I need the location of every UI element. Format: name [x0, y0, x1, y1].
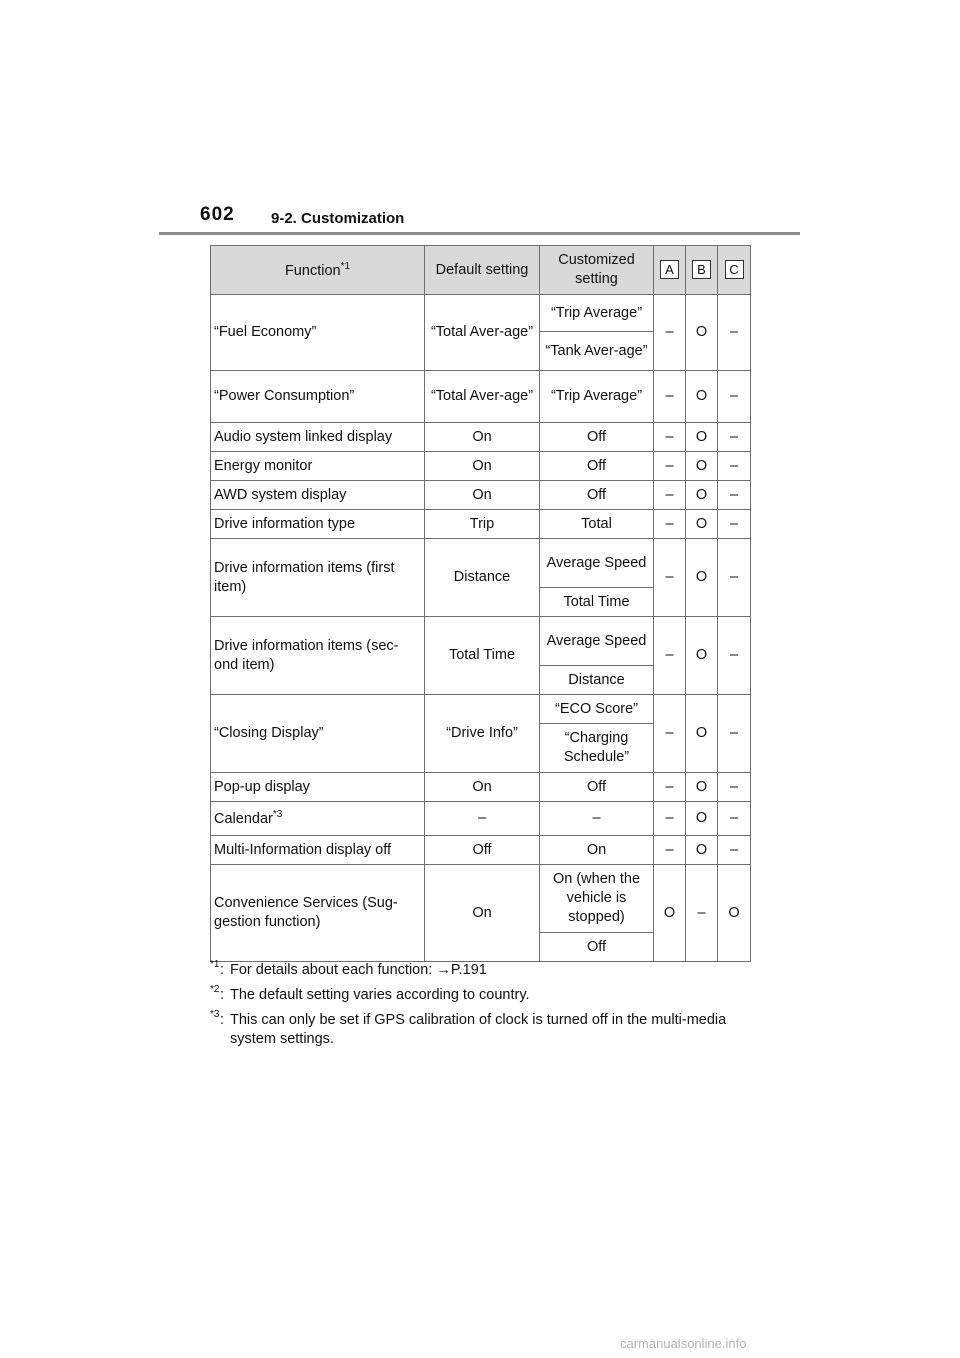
header-customized: Customized setting	[540, 246, 654, 295]
footnote-3: *3 : This can only be set if GPS calibration of clock is turned off in the multi-media system settings.	[210, 1008, 727, 1047]
header-function: Function$^{*1}$	[211, 246, 425, 295]
cell-default: On	[425, 423, 540, 452]
cell-b: O	[686, 802, 718, 836]
cell-customized: Off	[540, 773, 654, 802]
cell-a: –	[654, 295, 686, 371]
cell-c: –	[718, 539, 751, 617]
cell-c: –	[718, 423, 751, 452]
cell-c: –	[718, 773, 751, 802]
cell-customized: Off	[540, 423, 654, 452]
cell-b: O	[686, 695, 718, 773]
cell-a: –	[654, 836, 686, 865]
cell-a: –	[654, 452, 686, 481]
cell-b: O	[686, 295, 718, 371]
cell-a: –	[654, 510, 686, 539]
cell-default: –	[425, 802, 540, 836]
table-row	[211, 773, 751, 802]
cell-a: –	[654, 481, 686, 510]
cell-c: –	[718, 481, 751, 510]
cell-default: On	[425, 865, 540, 962]
cell-function: AWD system display	[211, 481, 425, 510]
settings-table	[210, 245, 751, 962]
cell-customized: –	[540, 802, 654, 836]
cell-customized: “Tank Aver-age”	[540, 332, 654, 371]
cell-b: O	[686, 539, 718, 617]
table-row	[211, 695, 751, 724]
table-row	[211, 481, 751, 510]
cell-c: –	[718, 452, 751, 481]
table-row	[211, 836, 751, 865]
cell-c: –	[718, 371, 751, 423]
header-a: A	[654, 246, 686, 295]
cell-function: Pop-up display	[211, 773, 425, 802]
table-row	[211, 510, 751, 539]
table-row	[211, 865, 751, 933]
cell-function: Audio system linked display	[211, 423, 425, 452]
cell-function: Convenience Services (Sug-gestion function)	[211, 865, 425, 962]
cell-c: –	[718, 510, 751, 539]
cell-function: “Power Consumption”	[211, 371, 425, 423]
cell-default: On	[425, 773, 540, 802]
cell-c: O	[718, 865, 751, 962]
cell-customized: Total Time	[540, 588, 654, 617]
cell-default: On	[425, 481, 540, 510]
table-row	[211, 617, 751, 666]
cell-function: Drive information items (first item)	[211, 539, 425, 617]
cell-customized: “ECO Score”	[540, 695, 654, 724]
cell-customized: Distance	[540, 666, 654, 695]
cell-customized: “Trip Average”	[540, 371, 654, 423]
cell-a: O	[654, 865, 686, 962]
header-default: Default setting	[425, 246, 540, 295]
footnote-1: *1 : For details about each function: →P.191	[210, 959, 487, 978]
cell-a: –	[654, 773, 686, 802]
cell-b: –	[686, 865, 718, 962]
cell-a: –	[654, 539, 686, 617]
footnote-text: This can only be set if GPS calibration of clock is turned off in the multi-media system settings.	[230, 1011, 727, 1047]
table-row	[211, 423, 751, 452]
table-row	[211, 539, 751, 588]
cell-customized: On	[540, 836, 654, 865]
cell-b: O	[686, 423, 718, 452]
cell-function: “Fuel Economy”	[211, 295, 425, 371]
table-row	[211, 295, 751, 332]
cell-function: Energy monitor	[211, 452, 425, 481]
table-header-row	[211, 246, 751, 295]
cell-function: Drive information type	[211, 510, 425, 539]
cell-default: Distance	[425, 539, 540, 617]
cell-b: O	[686, 617, 718, 695]
cell-customized: Off	[540, 452, 654, 481]
cell-c: –	[718, 695, 751, 773]
cell-default: Total Time	[425, 617, 540, 695]
cell-a: –	[654, 371, 686, 423]
cell-default: “Total Aver-age”	[425, 295, 540, 371]
cell-customized: On (when the vehicle is stopped)	[540, 865, 654, 933]
table-row	[211, 802, 751, 836]
cell-b: O	[686, 371, 718, 423]
footnotes	[210, 961, 770, 1054]
cell-a: –	[654, 423, 686, 452]
cell-c: –	[718, 617, 751, 695]
page-number: 602	[200, 204, 235, 225]
cell-c: –	[718, 295, 751, 371]
table-row	[211, 371, 751, 423]
cell-b: O	[686, 481, 718, 510]
cell-default: “Drive Info”	[425, 695, 540, 773]
cell-function: “Closing Display”	[211, 695, 425, 773]
cell-customized: Total	[540, 510, 654, 539]
cell-a: –	[654, 802, 686, 836]
cell-customized: “Charging Schedule”	[540, 724, 654, 773]
cell-a: –	[654, 617, 686, 695]
cell-function: Multi-Information display off	[211, 836, 425, 865]
cell-function: Calendar$^{*3}$	[211, 802, 425, 836]
footnote-text: The default setting varies according to country.	[230, 986, 530, 1003]
cell-c: –	[718, 802, 751, 836]
cell-c: –	[718, 836, 751, 865]
cell-b: O	[686, 773, 718, 802]
cell-b: O	[686, 452, 718, 481]
cell-function: Drive information items (sec-ond item)	[211, 617, 425, 695]
watermark: carmanualsonline.info	[620, 1336, 747, 1351]
cell-customized: Average Speed	[540, 539, 654, 588]
cell-default: “Total Aver-age”	[425, 371, 540, 423]
cell-customized: Average Speed	[540, 617, 654, 666]
cell-default: Off	[425, 836, 540, 865]
cell-a: –	[654, 695, 686, 773]
table-row	[211, 452, 751, 481]
header-rule	[159, 232, 800, 235]
header-c: C	[718, 246, 751, 295]
cell-customized: “Trip Average”	[540, 295, 654, 332]
section-title: 9-2. Customization	[271, 210, 405, 227]
cell-b: O	[686, 836, 718, 865]
cell-customized: Off	[540, 933, 654, 962]
header-b: B	[686, 246, 718, 295]
cell-default: On	[425, 452, 540, 481]
cell-default: Trip	[425, 510, 540, 539]
footnote-text: For details about each function: →P.191	[230, 962, 487, 978]
cell-customized: Off	[540, 481, 654, 510]
cell-b: O	[686, 510, 718, 539]
footnote-2: *2 : The default setting varies according to country.	[210, 983, 530, 1003]
